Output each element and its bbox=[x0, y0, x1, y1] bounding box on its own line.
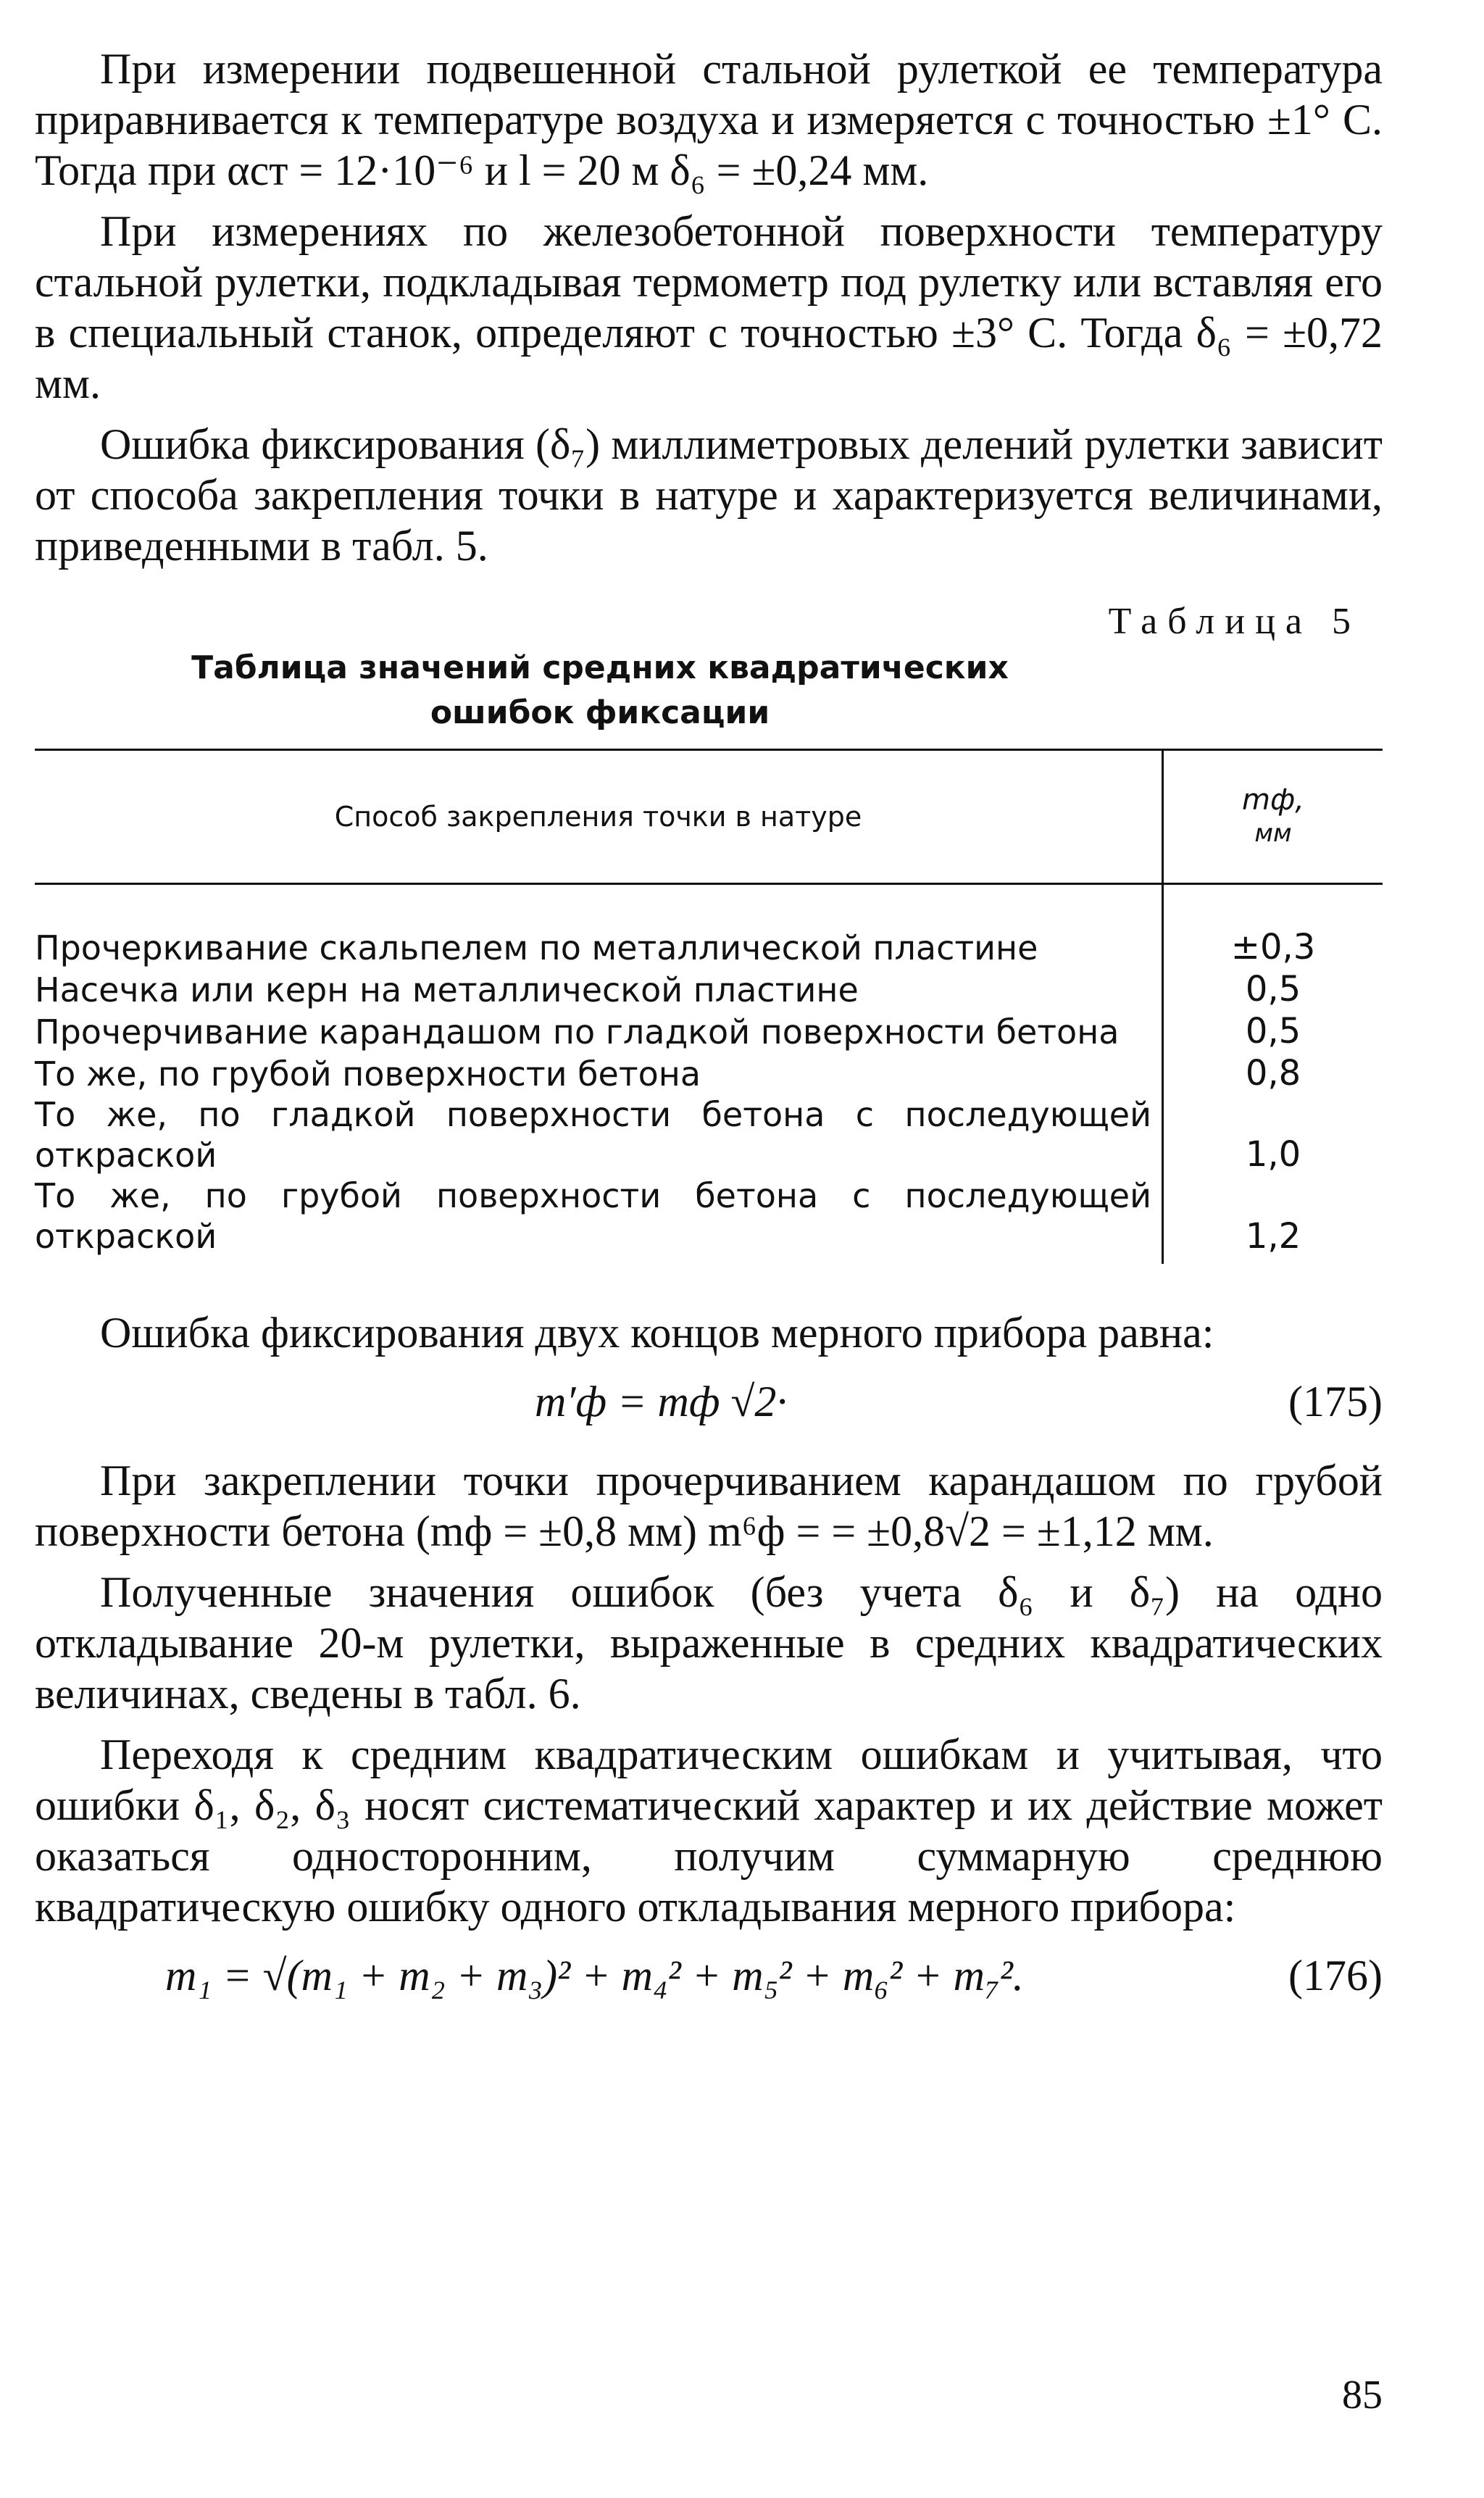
row-value: 0,5 bbox=[1245, 969, 1301, 1009]
table-caption-line2: ошибок фиксации bbox=[430, 694, 770, 731]
formula-175 bbox=[35, 1377, 1383, 1442]
table-body bbox=[35, 884, 1383, 1265]
page-number: 85 bbox=[1342, 2373, 1383, 2418]
paragraph-6: Полученные значения ошибок (без учета δ₆ и δ₇) на одно откладывание 20-м рулетки, выраженные в средних квадратических величинах, сведены в табл. 6. bbox=[35, 1568, 1383, 1718]
row-value: 1,2 bbox=[1245, 1216, 1301, 1257]
paragraph-4: Ошибка фиксирования двух концов мерного прибора равна: bbox=[100, 1309, 1214, 1357]
table-row bbox=[35, 968, 1383, 1010]
formula-176-number: (176) bbox=[1288, 1952, 1383, 1999]
book-page bbox=[35, 43, 1383, 2029]
row-value: 0,5 bbox=[1245, 1011, 1301, 1052]
row-method: Насечка или керн на металлической пластине bbox=[35, 968, 1163, 1010]
row-method: То же, по гладкой поверхности бетона с последующей откраской bbox=[35, 1094, 1163, 1175]
table-header-value bbox=[1163, 750, 1383, 884]
row-method: Прочерчивание карандашом по гладкой поверхности бетона bbox=[35, 1010, 1163, 1052]
table-row bbox=[35, 1010, 1383, 1052]
formula-176 bbox=[35, 1951, 1383, 2016]
paragraph-3: Ошибка фиксирования (δ₇) миллиметровых делений рулетки зависит от способа закрепления точки в натуре и характеризуется величинами, приведенными в табл. 5. bbox=[35, 420, 1383, 570]
row-value: 1,0 bbox=[1245, 1134, 1301, 1175]
table-caption-line1: Таблица значений средних квадратических bbox=[191, 649, 1009, 686]
table-row bbox=[35, 1175, 1383, 1264]
table-header-method: Способ закрепления точки в натуре bbox=[35, 750, 1163, 884]
paragraph-1: При измерении подвешенной стальной рулеткой ее температура приравнивается к температуре воздуха и измеряется с точностью ±1° С. Тогда при αст = 12·10⁻⁶ и l = 20 м δ₆ = ±0,24 мм. bbox=[35, 45, 1383, 194]
paragraph-7: Переходя к средним квадратическим ошибкам и учитывая, что ошибки δ₁, δ₂, δ₃ носят систематический характер и их действие может оказаться односторонним, получим суммарную среднюю квадратическую ошибку одного откладывания мерного прибора: bbox=[35, 1731, 1383, 1931]
table-row bbox=[35, 1052, 1383, 1094]
errors-table bbox=[35, 749, 1383, 1264]
paragraph-2: При измерениях по железобетонной поверхности температуру стальной рулетки, подкладывая термометр под рулетку или вставляя его в специальный станок, определяют с точностью ±3° С. Тогда δ₆ = ±0,72 мм. bbox=[35, 207, 1383, 407]
header-mf: mф, bbox=[1242, 783, 1304, 817]
row-value: 0,8 bbox=[1245, 1053, 1301, 1094]
header-unit: мм bbox=[1254, 819, 1292, 848]
row-value: ±0,3 bbox=[1230, 927, 1316, 967]
row-method: То же, по грубой поверхности бетона bbox=[35, 1052, 1163, 1094]
formula-175-number: (175) bbox=[1288, 1378, 1383, 1425]
table-row bbox=[35, 1094, 1383, 1175]
formula-176-expression: m₁ = √(m₁ + m₂ + m₃)² + m₄² + m₅² + m₆² + m₇². bbox=[165, 1952, 1024, 1999]
paragraph-5: При закреплении точки прочерчиванием карандашом по грубой поверхности бетона (mф = ±0,8 мм) m⁶ф = = ±0,8√2 = ±1,12 мм. bbox=[35, 1457, 1383, 1555]
table-number: Таблица 5 bbox=[1108, 601, 1361, 642]
row-method: Прочеркивание скальпелем по металлической пластине bbox=[35, 884, 1163, 969]
table-row bbox=[35, 884, 1383, 969]
table-caption bbox=[35, 646, 1165, 736]
row-method: То же, по грубой поверхности бетона с последующей откраской bbox=[35, 1175, 1163, 1264]
formula-175-expression: m′ф = mф √2· bbox=[535, 1378, 788, 1425]
